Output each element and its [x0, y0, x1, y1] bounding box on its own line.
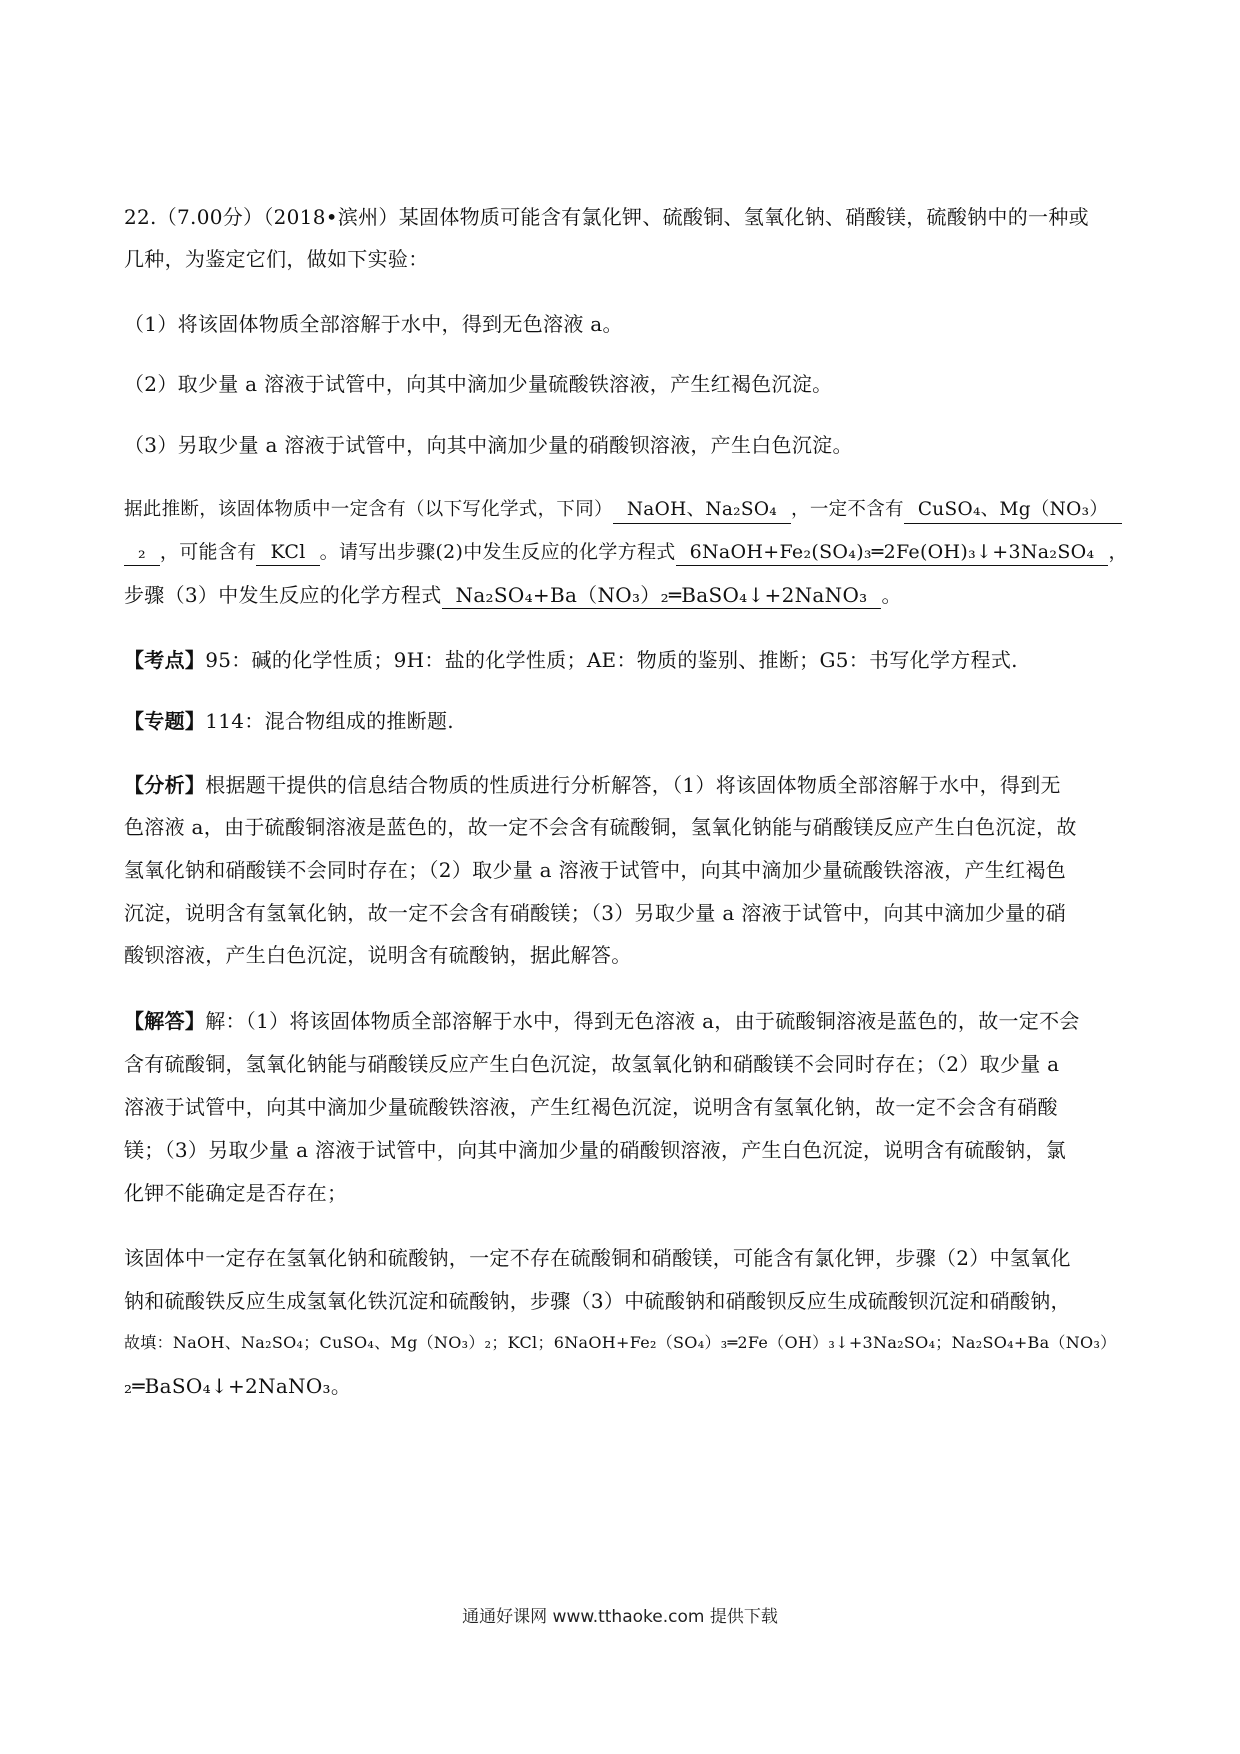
answer-blank-4: 6NaOH+Fe₂(SO₄)₃═2Fe(OH)₃↓+3Na₂SO₄ — [676, 539, 1109, 566]
jieda-text: 解：（1）将该固体物质全部溶解于水中，得到无色溶液 a，由于硫酸铜溶液是蓝色的，故一定不会 — [205, 1009, 1080, 1033]
conclusion-line-1: 该固体中一定存在氢氧化钠和硫酸钠，一定不存在硫酸铜和硝酸镁，可能含有氯化钾，步骤（2）中氢氧化 — [124, 1246, 1071, 1270]
footer-credit: 通通好课网 www.tthaoke.com 提供下载 — [462, 1607, 778, 1627]
kaodian-section — [124, 645, 1129, 675]
fill-line-3 — [124, 580, 1129, 610]
fill-line-2 — [124, 537, 1129, 567]
answer-blank-2-cont: ₂ — [124, 539, 160, 566]
fenxi-line-5: 酸钡溶液，产生白色沉淀，说明含有硫酸钠，据此解答。 — [124, 943, 632, 967]
fill-text: 步骤（3）中发生反应的化学方程式 — [124, 583, 442, 607]
answer-blank-5: Na₂SO₄+Ba（NO₃）₂═BaSO₄↓+2NaNO₃ — [442, 582, 882, 609]
answer-blank-1: NaOH、Na₂SO₄ — [613, 497, 791, 524]
answer-blank-2: CuSO₄、Mg（NO₃） — [904, 497, 1122, 524]
fill-text: ， — [1108, 541, 1128, 563]
question-line-2: 几种，为鉴定它们，做如下实验： — [124, 247, 429, 271]
fenxi-line-4: 沉淀，说明含有氢氧化钠，故一定不会含有硝酸镁；（3）另取少量 a 溶液于试管中，向其中滴加少量的硝 — [124, 901, 1067, 925]
fill-text: ，可能含有 — [159, 541, 257, 563]
jieda-line-2: 含有硫酸铜，氢氧化钠能与硝酸镁反应产生白色沉淀，故氢氧化钠和硝酸镁不会同时存在；（2）取少量 a — [124, 1052, 1060, 1076]
fenxi-label: 【分析】 — [124, 773, 206, 797]
zhuanti-text: 114：混合物组成的推断题. — [205, 709, 454, 733]
experiment-step-3: （3）另取少量 a 溶液于试管中，向其中滴加少量的硝酸钡溶液，产生白色沉淀。 — [124, 433, 853, 457]
question-line-1: 22.（7.00分）（2018•滨州）某固体物质可能含有氯化钾、硫酸铜、氢氧化钠、硝酸镁，硫酸钠中的一种或 — [124, 205, 1089, 229]
fill-text: ，一定不含有 — [791, 499, 904, 520]
jieda-line-1 — [124, 1006, 1129, 1036]
jieda-line-5: 化钾不能确定是否存在； — [124, 1181, 348, 1205]
conclusion-line-2: 钠和硫酸铁反应生成氢氧化铁沉淀和硫酸钠，步骤（3）中硫酸钠和硝酸钡反应生成硫酸钡沉淀和硝酸钠， — [124, 1289, 1071, 1313]
answer-blank-3: KCl — [256, 539, 319, 566]
experiment-step-2: （2）取少量 a 溶液于试管中，向其中滴加少量硫酸铁溶液，产生红褐色沉淀。 — [124, 372, 833, 396]
kaodian-label: 【考点】 — [124, 648, 206, 672]
jieda-label: 【解答】 — [124, 1009, 206, 1033]
fenxi-line-3: 氢氧化钠和硝酸镁不会同时存在；（2）取少量 a 溶液于试管中，向其中滴加少量硫酸铁溶液，产生红褐色 — [124, 858, 1067, 882]
fill-text: 据此推断，该固体物质中一定含有（以下写化学式，下同） — [124, 499, 613, 520]
conclusion-line-4: ₂═BaSO₄↓+2NaNO₃。 — [124, 1374, 352, 1398]
conclusion-line-3: 故填：NaOH、Na₂SO₄；CuSO₄、Mg（NO₃）₂；KCl；6NaOH+Fe₂（SO₄）₃═2Fe（OH）₃↓+3Na₂SO₄；Na₂SO₄+Ba（NO₃） — [124, 1333, 1117, 1352]
experiment-step-1: （1）将该固体物质全部溶解于水中，得到无色溶液 a。 — [124, 312, 623, 336]
jieda-line-4: 镁；（3）另取少量 a 溶液于试管中，向其中滴加少量的硝酸钡溶液，产生白色沉淀，说明含有硫酸钠，氯 — [124, 1138, 1067, 1162]
zhuanti-section — [124, 706, 1129, 736]
jieda-line-3: 溶液于试管中，向其中滴加少量硫酸铁溶液，产生红褐色沉淀，说明含有氢氧化钠，故一定不会含有硝酸 — [124, 1095, 1058, 1119]
fenxi-line-2: 色溶液 a，由于硫酸铜溶液是蓝色的，故一定不会含有硫酸铜，氢氧化钠能与硝酸镁反应产生白色沉淀，故 — [124, 815, 1077, 839]
fill-text: 。 — [881, 583, 902, 607]
fenxi-text: 根据题干提供的信息结合物质的性质进行分析解答，（1）将该固体物质全部溶解于水中，得到无 — [205, 773, 1061, 797]
fill-text: 。请写出步骤(2)中发生反应的化学方程式 — [319, 541, 676, 563]
fill-line-1 — [124, 495, 1129, 525]
fenxi-line-1 — [124, 770, 1129, 800]
zhuanti-label: 【专题】 — [124, 709, 206, 733]
kaodian-text: 95：碱的化学性质；9H：盐的化学性质；AE：物质的鉴别、推断；G5：书写化学方程式. — [205, 648, 1018, 672]
